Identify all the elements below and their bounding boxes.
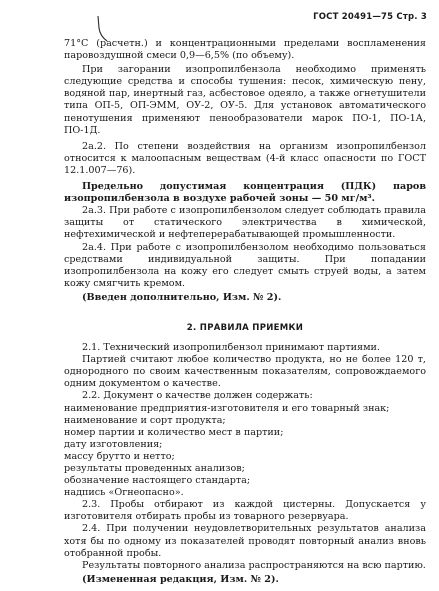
- paragraph-quality-document: 2.2. Документ о качестве должен содержать:: [82, 390, 313, 402]
- paragraph-flash-point: 71°С (расчетн.) и концентрационными пределами воспламенения паровоздушной смеси 0,9—6,5% (по объему).: [64, 38, 426, 62]
- list-item: результаты проведенных анализов;: [64, 463, 245, 474]
- paragraph-fire-extinguishing: При загорании изопропилбензола необходимо применять следующие средства и способы тушения: песок, химическую пену, водяной пар, инертный газ, асбестовое одеяло, а также огнетушители типа ОП-5, ОП-ЭММ, ОУ-2, ОУ-5. Для установок автоматического пенотушения применяют пенообразователи марок ПО-1, ПО-1А, ПО-1Д.: [64, 64, 426, 136]
- paragraph-batches: 2.1. Технический изопропилбензол принимают партиями.: [82, 342, 380, 354]
- paragraph-batch-definition: Партией считают любое количество продукта, но не более 120 т, однородного по своим качественным показателям, сопровождаемого одним документом о качестве.: [64, 354, 426, 390]
- paragraph-personal-protection: 2а.4. При работе с изопропилбензолом необходимо пользоваться средствами индивидуальной защиты. При попадании изопропилбензола на кожу его следует смыть струей воды, а затем кожу смягчить кремом.: [64, 241, 426, 289]
- section-title-acceptance-rules: 2. ПРАВИЛА ПРИЕМКИ: [186, 322, 304, 333]
- paragraph-sampling: 2.3. Пробы отбирают из каждой цистерны. Допускается у изготовителя отбирать пробы из товарного резервуара.: [64, 499, 426, 523]
- page-header: ГОСТ 20491—75 Стр. 3: [313, 12, 427, 22]
- list-item: номер партии и количество мест в партии;: [64, 426, 284, 438]
- list-item: массу брутто и нетто;: [64, 450, 175, 462]
- list-item: наименование предприятия-изготовителя и его товарный знак;: [64, 402, 390, 414]
- list-item: наименование и сорт продукта;: [64, 414, 226, 426]
- paragraph-repeat-analysis: 2.4. При получении неудовлетворительных результатов анализа хотя бы по одному из показателей проводят повторный анализ вновь отобранной пробы.: [64, 523, 426, 559]
- paragraph-pdk: Предельно допустимая концентрация (ПДК) паров изопропилбензола в воздухе рабочей зоны — 50 мг/м³.: [64, 181, 426, 205]
- amendment-note-revised: (Измененная редакция, Изм. № 2).: [82, 573, 279, 585]
- paragraph-static-electricity: 2а.3. При работе с изопропилбензолом следует соблюдать правила защиты от статического электричества в химической, нефтехимической и нефтеперерабатывающей промышленности.: [64, 205, 426, 241]
- list-item: обозначение настоящего стандарта;: [64, 475, 251, 487]
- paragraph-hazard-class: 2а.2. По степени воздействия на организм изопропилбензол относится к малоопасным веществам (4-й класс опасности по ГОСТ 12.1.007—76).: [64, 140, 426, 176]
- list-item: дату изготовления;: [64, 438, 163, 450]
- paragraph-repeat-results: Результаты повторного анализа распространяются на всю партию.: [82, 559, 426, 571]
- list-item: надпись «Огнеопасно».: [64, 487, 184, 499]
- amendment-note-introduced: (Введен дополнительно, Изм. № 2).: [82, 291, 282, 303]
- document-body: [64, 38, 426, 586]
